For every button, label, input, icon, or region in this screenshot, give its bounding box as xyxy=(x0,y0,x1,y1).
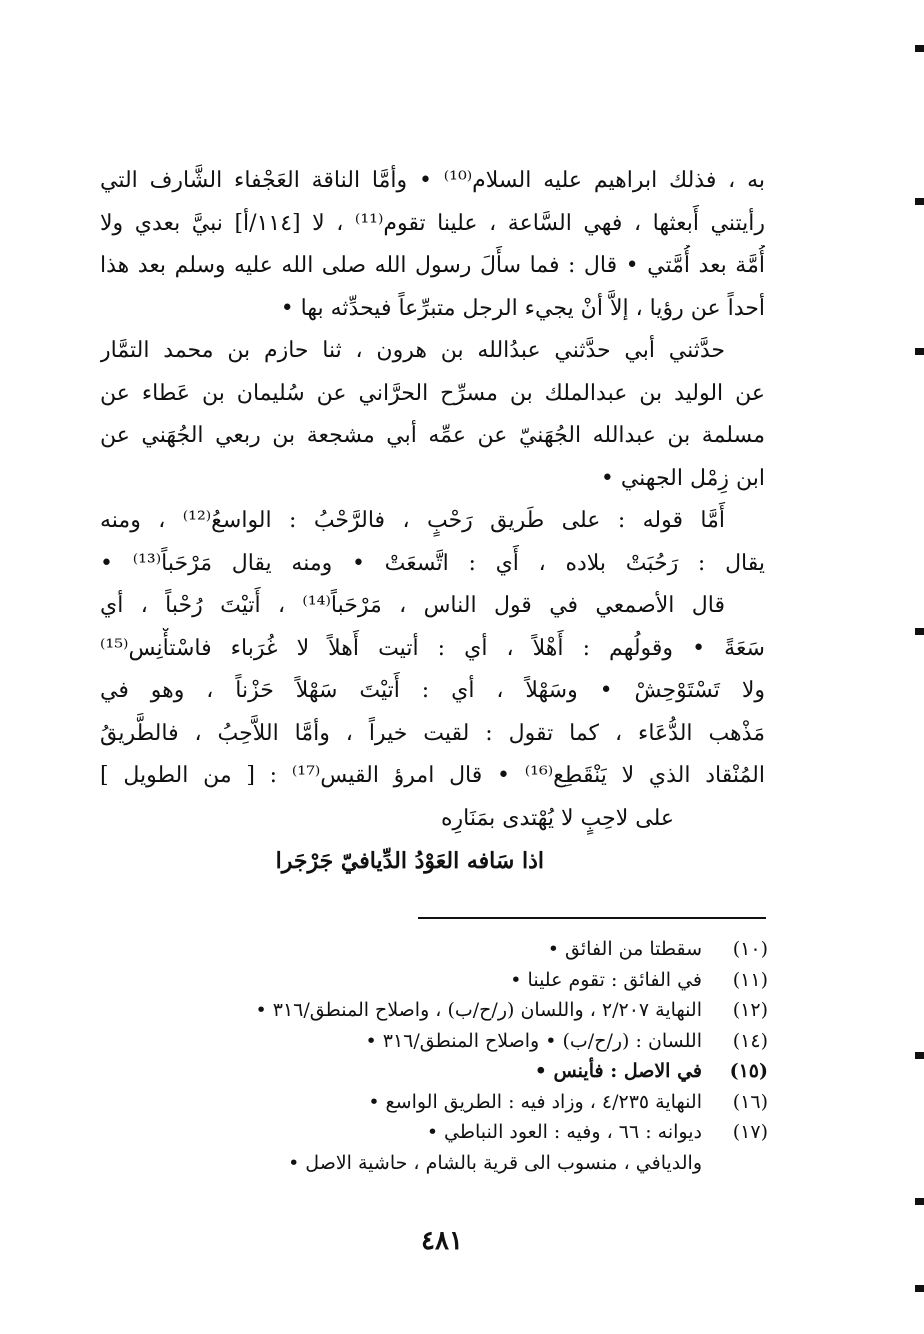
text-line: أُمَّة بعد أُمَّتي • قال : فما سأَلَ رسول الله صلى الله عليه وسلم بعد هذا xyxy=(100,253,765,278)
margin-mark xyxy=(915,45,924,52)
footnote xyxy=(150,965,768,996)
text-line: به ، فذلك ابراهيم عليه السلام⁽¹⁰⁾ • وأمَّا الناقة العَجْفاء الشَّارف التي xyxy=(100,168,765,193)
footnote xyxy=(150,1026,768,1057)
margin-mark xyxy=(915,348,924,355)
footnote-number: (١٢) xyxy=(732,999,768,1021)
footnote-text: النهاية ٢/٢٠٧ ، واللسان (ر/ح/ب) ، واصلاح المنطق/٣١٦ • xyxy=(255,999,702,1021)
margin-mark xyxy=(915,1198,924,1205)
page-number: ٤٨١ xyxy=(421,1226,463,1256)
footnote xyxy=(150,1056,768,1087)
footnote-text: في الفائق : تقوم علينا • xyxy=(510,968,702,991)
text-line: مسلمة بن عبدالله الجُهَنيّ عن عمِّه أبي مشجعة بن ربعي الجُهَني عن xyxy=(100,423,765,448)
text-line: سَعَةً • وقولُهم : أَهْلاً ، أي : أتيت أَهلاً لا غُرَباء فاسْتأْنِس⁽¹⁵⁾ xyxy=(100,635,765,661)
footnotes xyxy=(150,934,768,1178)
footnote xyxy=(150,1087,768,1118)
footnote-number: (١٤) xyxy=(732,1029,768,1052)
footnote-text: سقطتا من الفائق • xyxy=(547,938,702,960)
footnote-continuation: والديافي ، منسوب الى قرية بالشام ، حاشية الاصل • xyxy=(288,1151,702,1174)
footnote xyxy=(150,995,768,1026)
text-line: حدَّثني أبي حدَّثني عبدُالله بن هرون ، ثنا حازم بن محمد التمَّار xyxy=(100,338,725,363)
margin-mark xyxy=(915,628,924,635)
text-line: مَذْهب الدُّعَاء ، كما تقول : لقيت خيراً ، وأمَّا اللاَّحِبُ ، فالطَّريقُ xyxy=(100,720,765,746)
footnote-number: (١٠) xyxy=(732,938,768,960)
footnote-number: (١٥) xyxy=(729,1060,768,1082)
text-line: قال الأصمعي في قول الناس ، مَرْحَباً⁽¹⁴⁾ ، أَتيْتَ رُحْباً ، أي xyxy=(100,593,725,618)
footnote-number: (١١) xyxy=(732,968,768,991)
margin-mark xyxy=(915,1052,924,1059)
text-line: رأيتني أَبعثها ، فهي السَّاعة ، علينا تقوم⁽¹¹⁾ ، لا [١١٤/أ] نبيَّ بعدي ولا xyxy=(100,210,765,236)
footnote-number: (١٧) xyxy=(732,1121,768,1143)
text-line: يقال : رَحُبَتْ بلاده ، أَي : اتَّسعَتْ • ومنه يقال مَرْحَباً⁽¹³⁾ • xyxy=(100,550,765,576)
text-line: ابن زِمْل الجهني • xyxy=(600,465,765,491)
footnote xyxy=(150,934,768,965)
footnote-number: (١٦) xyxy=(732,1090,768,1113)
footnote-text: ديوانه : ٦٦ ، وفيه : العود النباطي • xyxy=(426,1121,702,1143)
verse-line-1: على لاحِبٍ لا يُهْتدى بمَنَارِه xyxy=(440,806,674,831)
text-line: ولا تَسْتَوْحِشْ • وسَهْلاً ، أي : أَتيْتَ سَهْلاً حَزْناً ، وهو في xyxy=(100,678,765,703)
text-line: عن الوليد بن عبدالملك بن مسرِّح الحرَّاني عن سُليمان بن عَطاء عن xyxy=(100,380,765,406)
margin-mark xyxy=(915,198,924,205)
footnote-text: في الاصل : فأينس • xyxy=(534,1060,702,1082)
main-text xyxy=(100,160,765,798)
footnote-text: النهاية ٤/٢٣٥ ، وزاد فيه : الطريق الواسع • xyxy=(368,1090,702,1113)
footnote-text: اللسان : (ر/ح/ب) • واصلاح المنطق/٣١٦ • xyxy=(365,1029,702,1052)
text-line: المُنْقاد الذي لا يَنْقَطِع⁽¹⁶⁾ • قال امرؤ القيس⁽¹⁷⁾ : [ من الطويل ] xyxy=(100,763,765,788)
verse-line-2: اذا سَافه العَوْدُ الدِّيافيّ جَرْجَرا xyxy=(275,848,544,874)
margin-mark xyxy=(915,1285,924,1292)
text-line: أَمَّا قوله : على طَريق رَحْبٍ ، فالرَّحْبُ : الواسعُ⁽¹²⁾ ، ومنه xyxy=(100,508,725,533)
footnote-separator xyxy=(418,917,766,919)
footnote xyxy=(150,1117,768,1148)
text-line: أحداً عن رؤيا ، إلاَّ أنْ يجيء الرجل متبرِّعاً فيحدِّثه بها • xyxy=(280,295,765,321)
